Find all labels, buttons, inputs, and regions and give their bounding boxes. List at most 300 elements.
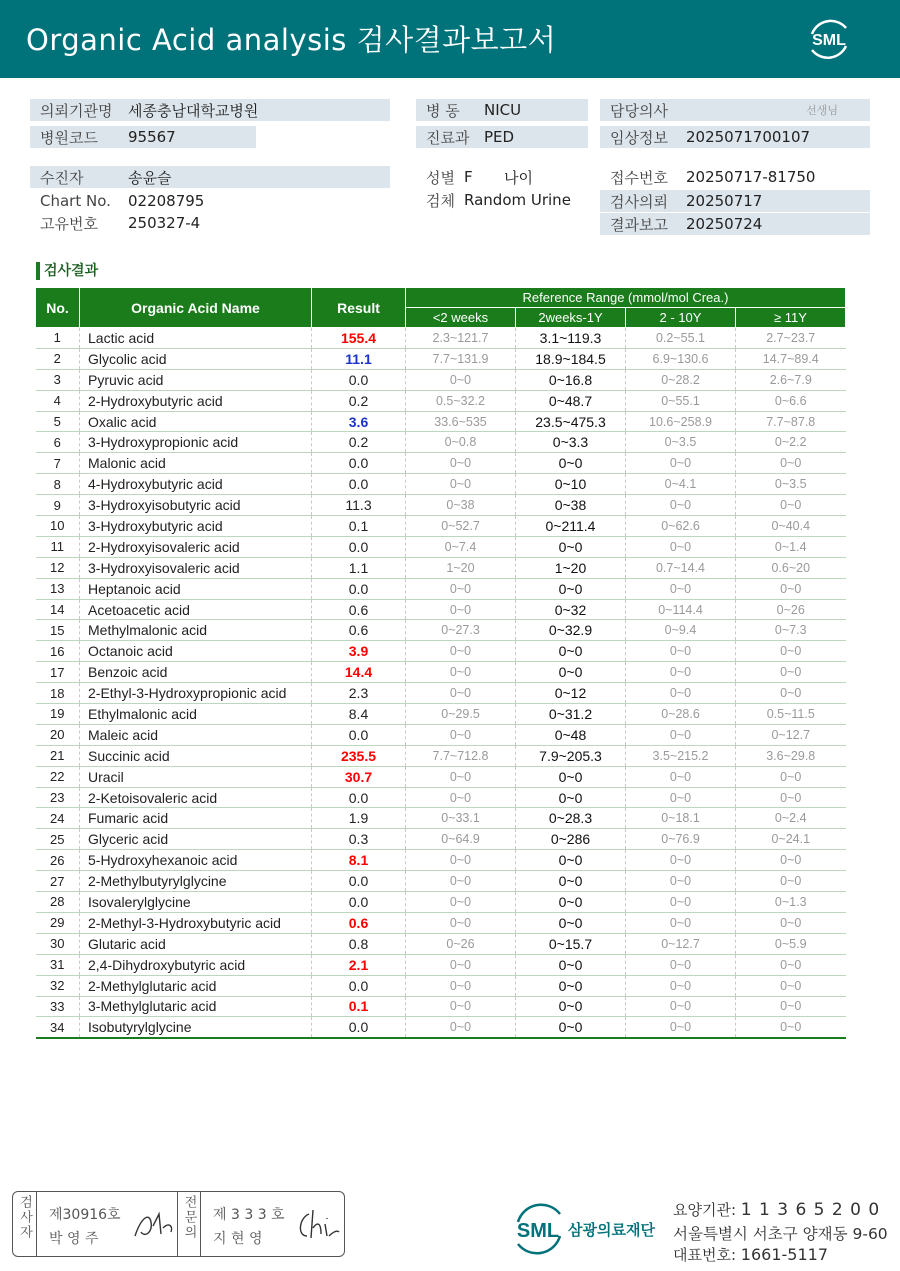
acid-name: Heptanoic acid bbox=[80, 578, 312, 599]
range-2-10y: 0~0 bbox=[626, 787, 736, 808]
row-number: 2 bbox=[36, 348, 80, 369]
result-value: 3.9 bbox=[312, 641, 406, 662]
range-under-2-weeks: 0~0 bbox=[406, 975, 516, 996]
range-2-10y: 0~0 bbox=[626, 453, 736, 474]
result-value: 0.3 bbox=[312, 829, 406, 850]
sex-value: F bbox=[464, 168, 473, 186]
acid-name: 4-Hydroxybutyric acid bbox=[80, 474, 312, 495]
doctor-label: 담당의사 bbox=[610, 101, 668, 120]
range-under-2-weeks: 0~64.9 bbox=[406, 829, 516, 850]
section-title: 검사결과 bbox=[36, 262, 98, 280]
row-number: 22 bbox=[36, 766, 80, 787]
acid-name: 2,4-Dihydroxybutyric acid bbox=[80, 954, 312, 975]
range-11y-plus: 0~0 bbox=[736, 641, 846, 662]
row-number: 27 bbox=[36, 871, 80, 892]
range-2weeks-1y: 7.9~205.3 bbox=[516, 745, 626, 766]
chart-value: 02208795 bbox=[128, 192, 205, 210]
row-number: 4 bbox=[36, 390, 80, 411]
inspector-name: 박 영 주 bbox=[49, 1231, 99, 1247]
row-number: 14 bbox=[36, 599, 80, 620]
acid-name: 2-Methylglutaric acid bbox=[80, 975, 312, 996]
range-2-10y: 0~28.2 bbox=[626, 369, 736, 390]
institution-value: 세종충남대학교병원 bbox=[128, 101, 259, 120]
range-2weeks-1y: 0~0 bbox=[516, 662, 626, 683]
range-2-10y: 0~0 bbox=[626, 912, 736, 933]
range-under-2-weeks: 0~38 bbox=[406, 495, 516, 516]
range-2-10y: 0~0 bbox=[626, 536, 736, 557]
acid-name: 2-Methyl-3-Hydroxybutyric acid bbox=[80, 912, 312, 933]
svg-text:SML: SML bbox=[516, 1220, 560, 1242]
table-row bbox=[36, 390, 846, 411]
table-row bbox=[36, 641, 846, 662]
row-number: 6 bbox=[36, 432, 80, 453]
row-number: 21 bbox=[36, 745, 80, 766]
range-11y-plus: 0~6.6 bbox=[736, 390, 846, 411]
range-2-10y: 0~3.5 bbox=[626, 432, 736, 453]
acid-name: 3-Hydroxypropionic acid bbox=[80, 432, 312, 453]
results-body bbox=[36, 328, 846, 1038]
row-number: 28 bbox=[36, 892, 80, 913]
table-row bbox=[36, 328, 846, 349]
table-row bbox=[36, 348, 846, 369]
result-value: 1.9 bbox=[312, 808, 406, 829]
range-2-10y: 0~4.1 bbox=[626, 474, 736, 495]
row-number: 26 bbox=[36, 850, 80, 871]
range-11y-plus: 0~0 bbox=[736, 954, 846, 975]
range-2weeks-1y: 3.1~119.3 bbox=[516, 328, 626, 349]
range-2-10y: 3.5~215.2 bbox=[626, 745, 736, 766]
institution-code-line bbox=[673, 1199, 880, 1220]
doctor-field bbox=[600, 99, 870, 121]
range-2weeks-1y: 23.5~475.3 bbox=[516, 411, 626, 432]
range-2weeks-1y: 0~0 bbox=[516, 1017, 626, 1038]
acid-name: Pyruvic acid bbox=[80, 369, 312, 390]
header-range-2: 2weeks-1Y bbox=[516, 308, 626, 328]
foundation-name: 삼광의료재단 bbox=[568, 1221, 655, 1239]
foundation-logo bbox=[510, 1200, 655, 1260]
acid-name: Lactic acid bbox=[80, 328, 312, 349]
range-11y-plus: 0~2.2 bbox=[736, 432, 846, 453]
range-under-2-weeks: 0~0 bbox=[406, 683, 516, 704]
table-row bbox=[36, 766, 846, 787]
range-under-2-weeks: 0~27.3 bbox=[406, 620, 516, 641]
range-under-2-weeks: 0~0 bbox=[406, 766, 516, 787]
patient-label: 수진자 bbox=[40, 168, 84, 187]
table-row bbox=[36, 871, 846, 892]
range-under-2-weeks: 2.3~121.7 bbox=[406, 328, 516, 349]
acid-name: 5-Hydroxyhexanoic acid bbox=[80, 850, 312, 871]
acid-name: Uracil bbox=[80, 766, 312, 787]
range-2-10y: 0~0 bbox=[626, 641, 736, 662]
range-2weeks-1y: 0~0 bbox=[516, 871, 626, 892]
table-row bbox=[36, 557, 846, 578]
range-under-2-weeks: 0.5~32.2 bbox=[406, 390, 516, 411]
range-2weeks-1y: 0~10 bbox=[516, 474, 626, 495]
range-2-10y: 0~0 bbox=[626, 766, 736, 787]
acid-name: Benzoic acid bbox=[80, 662, 312, 683]
result-value: 0.0 bbox=[312, 578, 406, 599]
row-number: 18 bbox=[36, 683, 80, 704]
table-row bbox=[36, 954, 846, 975]
range-under-2-weeks: 33.6~535 bbox=[406, 411, 516, 432]
range-under-2-weeks: 0~0 bbox=[406, 871, 516, 892]
range-2-10y: 0~0 bbox=[626, 850, 736, 871]
range-2weeks-1y: 0~12 bbox=[516, 683, 626, 704]
dept-label: 진료과 bbox=[426, 128, 470, 147]
patient-value: 송윤슬 bbox=[128, 168, 172, 187]
row-number: 11 bbox=[36, 536, 80, 557]
hospital-code-value: 95567 bbox=[128, 128, 176, 146]
report-date-field bbox=[600, 213, 870, 235]
row-number: 29 bbox=[36, 912, 80, 933]
institution-field bbox=[30, 99, 390, 121]
acid-name: 2-Methylbutyrylglycine bbox=[80, 871, 312, 892]
row-number: 19 bbox=[36, 704, 80, 725]
acid-name: 3-Hydroxyisovaleric acid bbox=[80, 557, 312, 578]
result-value: 0.0 bbox=[312, 474, 406, 495]
sex-label: 성별 bbox=[426, 168, 455, 187]
acid-name: Glutaric acid bbox=[80, 933, 312, 954]
table-row bbox=[36, 620, 846, 641]
request-label: 검사의뢰 bbox=[610, 192, 668, 211]
row-number: 34 bbox=[36, 1017, 80, 1038]
range-11y-plus: 0~3.5 bbox=[736, 474, 846, 495]
range-2-10y: 0~28.6 bbox=[626, 704, 736, 725]
range-2-10y: 0~55.1 bbox=[626, 390, 736, 411]
acid-name: Glycolic acid bbox=[80, 348, 312, 369]
range-11y-plus: 3.6~29.8 bbox=[736, 745, 846, 766]
range-2weeks-1y: 0~0 bbox=[516, 975, 626, 996]
range-under-2-weeks: 0~0 bbox=[406, 724, 516, 745]
range-11y-plus: 0~0 bbox=[736, 850, 846, 871]
range-11y-plus: 0~1.3 bbox=[736, 892, 846, 913]
header-no: No. bbox=[36, 288, 80, 328]
row-number: 17 bbox=[36, 662, 80, 683]
header-result: Result bbox=[312, 288, 406, 328]
ward-field bbox=[416, 99, 588, 121]
row-number: 24 bbox=[36, 808, 80, 829]
range-11y-plus: 0~1.4 bbox=[736, 536, 846, 557]
header-name: Organic Acid Name bbox=[80, 288, 312, 328]
range-2-10y: 6.9~130.6 bbox=[626, 348, 736, 369]
inspector-label bbox=[13, 1192, 37, 1256]
report-title: Organic Acid analysis 검사결과보고서 bbox=[26, 23, 557, 57]
acid-name: Glyceric acid bbox=[80, 829, 312, 850]
sml-logo-icon bbox=[804, 14, 854, 64]
range-2-10y: 0~76.9 bbox=[626, 829, 736, 850]
inspector-license: 제30916호 bbox=[49, 1207, 121, 1223]
dept-value: PED bbox=[484, 128, 515, 146]
range-2weeks-1y: 0~0 bbox=[516, 578, 626, 599]
range-2-10y: 0~0 bbox=[626, 975, 736, 996]
range-2weeks-1y: 0~0 bbox=[516, 850, 626, 871]
header-reference: Reference Range (mmol/mol Crea.) bbox=[406, 288, 846, 308]
phone-label: 대표번호: bbox=[673, 1246, 741, 1264]
range-2-10y: 0~18.1 bbox=[626, 808, 736, 829]
result-value: 11.3 bbox=[312, 495, 406, 516]
range-2-10y: 0~0 bbox=[626, 996, 736, 1017]
table-row bbox=[36, 432, 846, 453]
range-under-2-weeks: 7.7~131.9 bbox=[406, 348, 516, 369]
report-date-label: 결과보고 bbox=[610, 215, 668, 234]
range-2weeks-1y: 0~48.7 bbox=[516, 390, 626, 411]
range-11y-plus: 0~0 bbox=[736, 871, 846, 892]
range-2-10y: 0~9.4 bbox=[626, 620, 736, 641]
row-number: 33 bbox=[36, 996, 80, 1017]
clinical-value: 2025071700107 bbox=[686, 128, 811, 146]
clinical-field bbox=[600, 126, 870, 148]
result-value: 11.1 bbox=[312, 348, 406, 369]
range-2weeks-1y: 0~0 bbox=[516, 453, 626, 474]
specialist-label-text: 전문의 bbox=[181, 1195, 197, 1240]
clinical-label: 임상정보 bbox=[610, 128, 668, 147]
result-value: 8.4 bbox=[312, 704, 406, 725]
row-number: 15 bbox=[36, 620, 80, 641]
acid-name: Acetoacetic acid bbox=[80, 599, 312, 620]
dept-field bbox=[416, 126, 588, 148]
table-row bbox=[36, 975, 846, 996]
hospital-code-field bbox=[30, 126, 256, 148]
sml-foundation-logo-icon bbox=[510, 1200, 568, 1256]
table-row bbox=[36, 578, 846, 599]
range-11y-plus: 0~0 bbox=[736, 453, 846, 474]
acid-name: Oxalic acid bbox=[80, 411, 312, 432]
range-under-2-weeks: 0~0.8 bbox=[406, 432, 516, 453]
range-2-10y: 0~114.4 bbox=[626, 599, 736, 620]
table-row bbox=[36, 704, 846, 725]
result-value: 8.1 bbox=[312, 850, 406, 871]
range-11y-plus: 14.7~89.4 bbox=[736, 348, 846, 369]
specimen-field bbox=[416, 189, 596, 211]
range-under-2-weeks: 0~0 bbox=[406, 599, 516, 620]
result-value: 30.7 bbox=[312, 766, 406, 787]
specimen-value: Random Urine bbox=[464, 191, 571, 209]
acid-name: 2-Ketoisovaleric acid bbox=[80, 787, 312, 808]
range-11y-plus: 0~0 bbox=[736, 578, 846, 599]
range-under-2-weeks: 0~0 bbox=[406, 662, 516, 683]
acid-name: 2-Ethyl-3-Hydroxypropionic acid bbox=[80, 683, 312, 704]
result-value: 3.6 bbox=[312, 411, 406, 432]
row-number: 9 bbox=[36, 495, 80, 516]
result-value: 0.6 bbox=[312, 620, 406, 641]
range-2-10y: 0~0 bbox=[626, 662, 736, 683]
row-number: 10 bbox=[36, 516, 80, 537]
range-11y-plus: 0~0 bbox=[736, 975, 846, 996]
acid-name: Isobutyrylglycine bbox=[80, 1017, 312, 1038]
range-11y-plus: 0~40.4 bbox=[736, 516, 846, 537]
range-11y-plus: 0~12.7 bbox=[736, 724, 846, 745]
range-under-2-weeks: 7.7~712.8 bbox=[406, 745, 516, 766]
range-2weeks-1y: 0~32.9 bbox=[516, 620, 626, 641]
acid-name: 2-Hydroxyisovaleric acid bbox=[80, 536, 312, 557]
result-value: 0.0 bbox=[312, 892, 406, 913]
range-under-2-weeks: 0~0 bbox=[406, 641, 516, 662]
unique-no-field bbox=[30, 212, 390, 234]
result-value: 1.1 bbox=[312, 557, 406, 578]
request-value: 20250717 bbox=[686, 192, 763, 210]
inspector-label-text: 검사자 bbox=[17, 1195, 32, 1240]
table-row bbox=[36, 996, 846, 1017]
result-value: 2.1 bbox=[312, 954, 406, 975]
chart-field bbox=[30, 190, 390, 212]
table-row bbox=[36, 495, 846, 516]
range-under-2-weeks: 0~26 bbox=[406, 933, 516, 954]
sex-age-field bbox=[416, 166, 596, 188]
doctor-suffix: 선생님 bbox=[806, 104, 838, 117]
range-11y-plus: 0.5~11.5 bbox=[736, 704, 846, 725]
row-number: 23 bbox=[36, 787, 80, 808]
range-11y-plus: 0~2.4 bbox=[736, 808, 846, 829]
report-date-value: 20250724 bbox=[686, 215, 763, 233]
row-number: 25 bbox=[36, 829, 80, 850]
table-row bbox=[36, 1017, 846, 1038]
range-2-10y: 0~0 bbox=[626, 871, 736, 892]
acid-name: Methylmalonic acid bbox=[80, 620, 312, 641]
table-row bbox=[36, 787, 846, 808]
institution-label: 의뢰기관명 bbox=[40, 101, 113, 120]
range-under-2-weeks: 0~33.1 bbox=[406, 808, 516, 829]
result-value: 0.0 bbox=[312, 1017, 406, 1038]
result-value: 0.0 bbox=[312, 975, 406, 996]
range-2weeks-1y: 0~32 bbox=[516, 599, 626, 620]
row-number: 1 bbox=[36, 328, 80, 349]
receipt-value: 20250717-81750 bbox=[686, 168, 816, 186]
range-2weeks-1y: 0~0 bbox=[516, 787, 626, 808]
acid-name: Ethylmalonic acid bbox=[80, 704, 312, 725]
range-11y-plus: 0~0 bbox=[736, 662, 846, 683]
range-11y-plus: 0~0 bbox=[736, 1017, 846, 1038]
range-under-2-weeks: 0~0 bbox=[406, 369, 516, 390]
acid-name: Succinic acid bbox=[80, 745, 312, 766]
table-row bbox=[36, 829, 846, 850]
range-2weeks-1y: 0~0 bbox=[516, 641, 626, 662]
range-2weeks-1y: 0~0 bbox=[516, 536, 626, 557]
table-row bbox=[36, 892, 846, 913]
result-value: 14.4 bbox=[312, 662, 406, 683]
code-value: 1 1 3 6 5 2 0 0 bbox=[740, 1200, 881, 1220]
range-2-10y: 0~0 bbox=[626, 683, 736, 704]
range-11y-plus: 0~7.3 bbox=[736, 620, 846, 641]
specialist-license: 제 3 3 3 호 bbox=[213, 1207, 285, 1223]
range-11y-plus: 0.6~20 bbox=[736, 557, 846, 578]
range-under-2-weeks: 0~29.5 bbox=[406, 704, 516, 725]
table-row bbox=[36, 808, 846, 829]
acid-name: 3-Hydroxyisobutyric acid bbox=[80, 495, 312, 516]
result-value: 0.1 bbox=[312, 996, 406, 1017]
svg-text:SML: SML bbox=[812, 32, 846, 49]
specialist-label bbox=[177, 1192, 201, 1256]
specimen-label: 검체 bbox=[426, 191, 455, 210]
range-2-10y: 0~0 bbox=[626, 724, 736, 745]
range-11y-plus: 0~0 bbox=[736, 912, 846, 933]
result-value: 0.2 bbox=[312, 432, 406, 453]
range-2weeks-1y: 0~48 bbox=[516, 724, 626, 745]
range-11y-plus: 2.6~7.9 bbox=[736, 369, 846, 390]
range-2-10y: 0~0 bbox=[626, 1017, 736, 1038]
inspector-signature-icon bbox=[131, 1208, 177, 1242]
address: 서울특별시 서초구 양재동 9-60 bbox=[673, 1225, 888, 1243]
table-row bbox=[36, 474, 846, 495]
range-2weeks-1y: 0~0 bbox=[516, 912, 626, 933]
table-row bbox=[36, 912, 846, 933]
acid-name: Maleic acid bbox=[80, 724, 312, 745]
range-under-2-weeks: 0~0 bbox=[406, 1017, 516, 1038]
code-label: 요양기관: bbox=[673, 1201, 741, 1219]
result-value: 0.0 bbox=[312, 724, 406, 745]
signature-box bbox=[12, 1191, 345, 1257]
range-2weeks-1y: 0~15.7 bbox=[516, 933, 626, 954]
range-2weeks-1y: 1~20 bbox=[516, 557, 626, 578]
table-row bbox=[36, 745, 846, 766]
header-range-4: ≥ 11Y bbox=[736, 308, 846, 328]
acid-name: 3-Methylglutaric acid bbox=[80, 996, 312, 1017]
range-2weeks-1y: 0~31.2 bbox=[516, 704, 626, 725]
table-row bbox=[36, 516, 846, 537]
range-under-2-weeks: 0~0 bbox=[406, 954, 516, 975]
range-2weeks-1y: 0~211.4 bbox=[516, 516, 626, 537]
range-11y-plus: 7.7~87.8 bbox=[736, 411, 846, 432]
result-value: 2.3 bbox=[312, 683, 406, 704]
range-2weeks-1y: 0~16.8 bbox=[516, 369, 626, 390]
range-11y-plus: 0~0 bbox=[736, 683, 846, 704]
result-value: 0.6 bbox=[312, 599, 406, 620]
range-under-2-weeks: 0~0 bbox=[406, 453, 516, 474]
row-number: 31 bbox=[36, 954, 80, 975]
range-2-10y: 0~62.6 bbox=[626, 516, 736, 537]
range-2weeks-1y: 18.9~184.5 bbox=[516, 348, 626, 369]
table-row bbox=[36, 599, 846, 620]
chart-label: Chart No. bbox=[40, 192, 111, 210]
acid-name: Octanoic acid bbox=[80, 641, 312, 662]
range-2-10y: 0~0 bbox=[626, 892, 736, 913]
result-value: 155.4 bbox=[312, 328, 406, 349]
range-2weeks-1y: 0~28.3 bbox=[516, 808, 626, 829]
acid-name: 3-Hydroxybutyric acid bbox=[80, 516, 312, 537]
acid-name: Malonic acid bbox=[80, 453, 312, 474]
table-row bbox=[36, 453, 846, 474]
range-2weeks-1y: 0~0 bbox=[516, 954, 626, 975]
range-2-10y: 10.6~258.9 bbox=[626, 411, 736, 432]
request-field bbox=[600, 190, 870, 212]
table-row bbox=[36, 933, 846, 954]
range-under-2-weeks: 0~0 bbox=[406, 850, 516, 871]
result-value: 0.1 bbox=[312, 516, 406, 537]
range-under-2-weeks: 1~20 bbox=[406, 557, 516, 578]
result-value: 235.5 bbox=[312, 745, 406, 766]
row-number: 30 bbox=[36, 933, 80, 954]
range-2weeks-1y: 0~38 bbox=[516, 495, 626, 516]
range-2-10y: 0.7~14.4 bbox=[626, 557, 736, 578]
results-table bbox=[35, 287, 846, 1039]
receipt-label: 접수번호 bbox=[610, 168, 668, 187]
range-11y-plus: 0~0 bbox=[736, 996, 846, 1017]
range-11y-plus: 0~0 bbox=[736, 787, 846, 808]
range-under-2-weeks: 0~0 bbox=[406, 578, 516, 599]
result-value: 0.0 bbox=[312, 871, 406, 892]
row-number: 7 bbox=[36, 453, 80, 474]
result-value: 0.0 bbox=[312, 453, 406, 474]
phone-line bbox=[673, 1244, 828, 1265]
range-2-10y: 0~0 bbox=[626, 578, 736, 599]
unique-no-label: 고유번호 bbox=[40, 214, 98, 233]
range-2weeks-1y: 0~0 bbox=[516, 766, 626, 787]
range-under-2-weeks: 0~0 bbox=[406, 474, 516, 495]
acid-name: 2-Hydroxybutyric acid bbox=[80, 390, 312, 411]
range-under-2-weeks: 0~7.4 bbox=[406, 536, 516, 557]
range-11y-plus: 0~0 bbox=[736, 495, 846, 516]
row-number: 3 bbox=[36, 369, 80, 390]
table-row bbox=[36, 411, 846, 432]
